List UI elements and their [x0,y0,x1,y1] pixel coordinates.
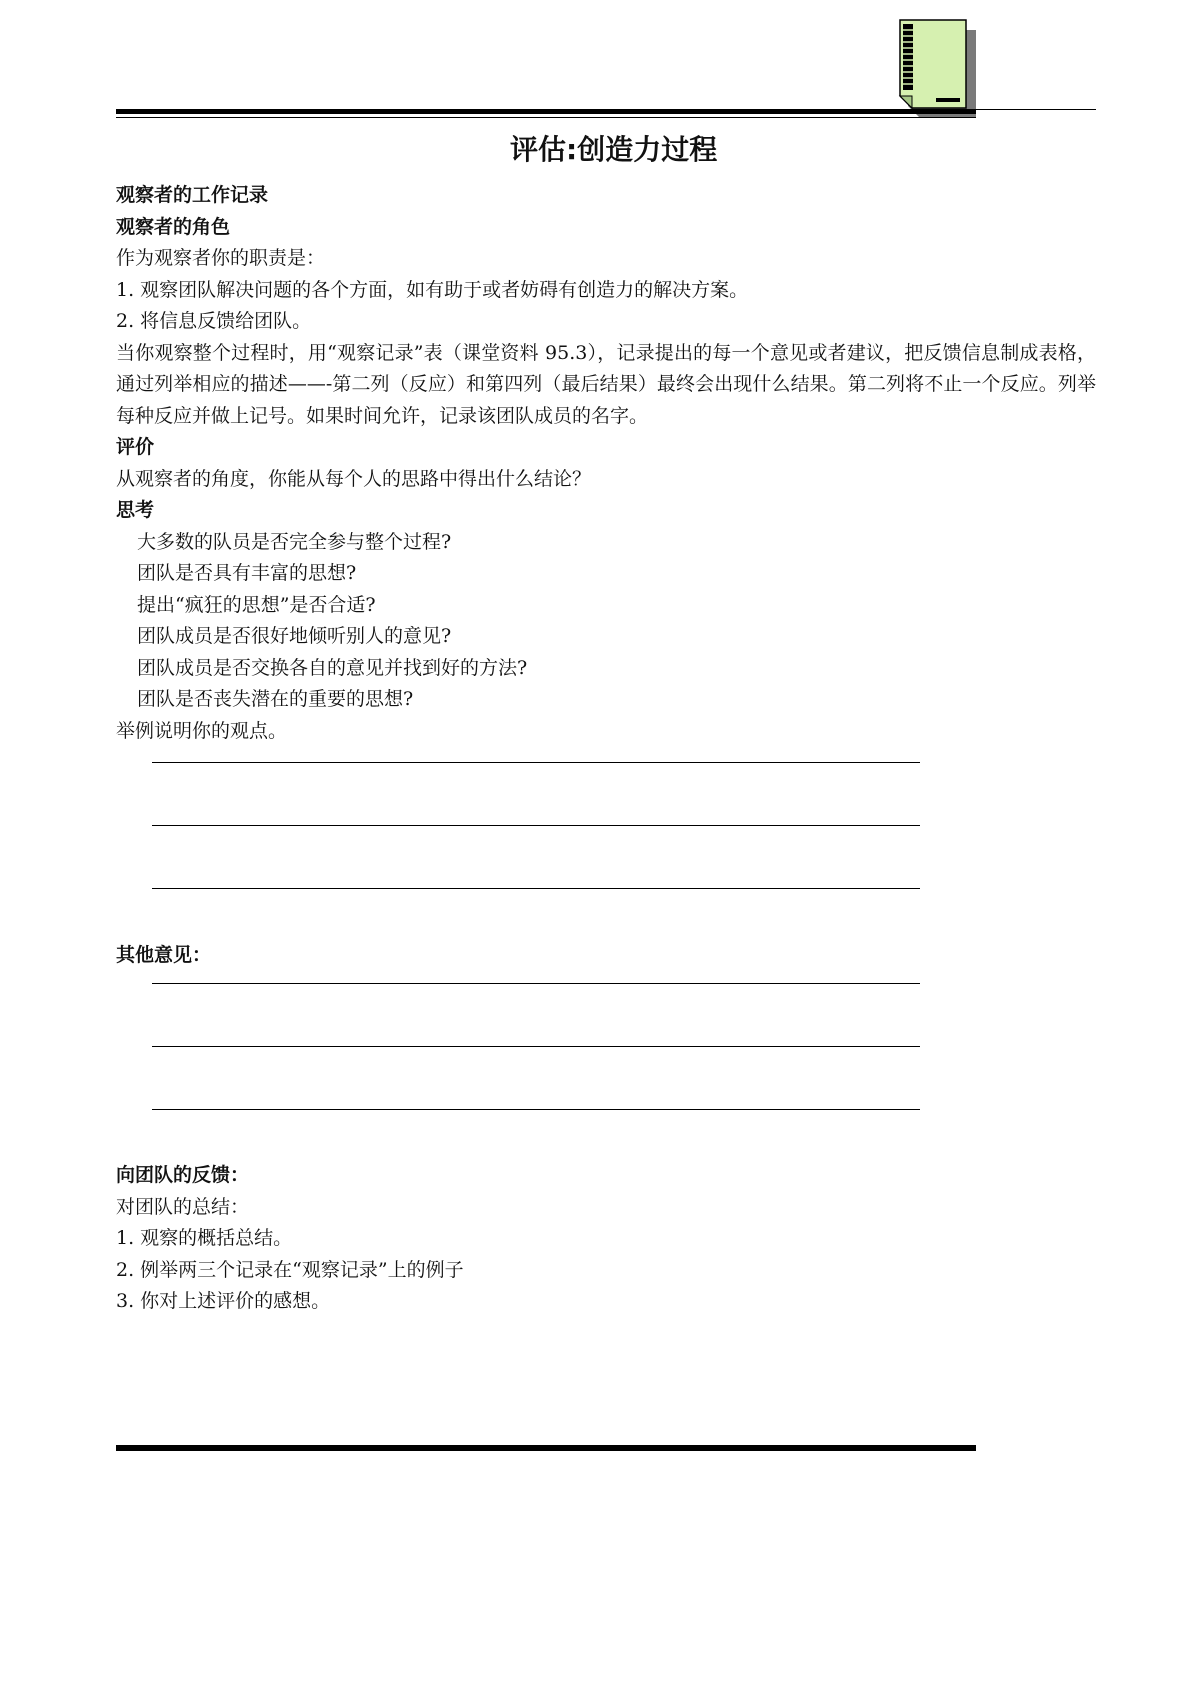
duty-intro: 作为观察者你的职责是： [116,247,326,269]
reflection-question: 团队是否丧失潜在的重要的思想? [137,688,414,710]
answer-line[interactable] [152,1046,920,1047]
answer-line[interactable] [152,762,920,763]
page-title: 评估:创造力过程 [510,133,718,166]
other-comments-heading: 其他意见： [116,944,212,966]
feedback-section [116,1160,1096,1318]
reflection-heading: 思考 [116,499,155,521]
reflection-question: 团队成员是否交换各自的意见并找到好的方法? [137,656,528,679]
feedback-item: 1. 观察的概括总结。 [116,1227,293,1249]
reflection-question: 提出“疯狂的思想”是否合适? [137,593,376,616]
example-prompt: 举例说明你的观点。 [116,719,288,742]
feedback-heading: 向团队的反馈： [116,1164,250,1186]
observer-role-heading: 观察者的角色 [116,215,231,238]
header-rule-thin [116,117,976,118]
reflection-question: 团队是否具有丰富的思想? [137,562,357,584]
instruction-paragraph: 当你观察整个过程时，用“观察记录”表（课堂资料 95.3），记录提出的每一个意见或者建议，把反馈信息制成表格，通过列举相应的描述——-第二列（反应）和第四列（最后结果）最终会出现什么结果。第二列将不止一个反应。列举每种反应并做上记号。如果时间允许，记录该团队成员的名字。 [116,341,1096,427]
header-rule-extension [976,109,1096,110]
feedback-item: 3. 你对上述评价的感想。 [116,1290,331,1312]
feedback-item: 2. 例举两三个记录在“观察记录”上的例子 [116,1258,464,1281]
document-icon [896,18,986,118]
answer-line[interactable] [152,825,920,826]
answer-line[interactable] [152,1109,920,1110]
duty-item: 1. 观察团队解决问题的各个方面，如有助于或者妨碍有创造力的解决方案。 [116,278,749,301]
evaluation-heading: 评价 [116,436,155,458]
evaluation-question: 从观察者的角度，你能从每个人的思路中得出什么结论？ [116,467,592,490]
answer-line[interactable] [152,888,920,889]
reflection-question: 大多数的队员是否完全参与整个过程? [137,530,452,553]
reflection-question: 团队成员是否很好地倾听别人的意见? [137,625,452,647]
feedback-summary-intro: 对团队的总结： [116,1195,250,1218]
answer-line[interactable] [152,983,920,984]
header-rule [116,109,976,114]
footer-rule [116,1445,976,1451]
main-content [116,180,1096,747]
duty-item: 2. 将信息反馈给团队。 [116,310,312,332]
observer-record-heading: 观察者的工作记录 [116,184,269,206]
